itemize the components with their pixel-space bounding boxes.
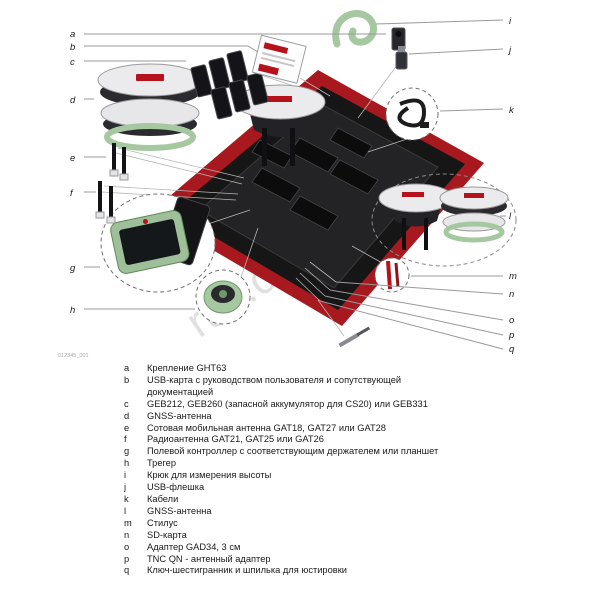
callout-a: a (70, 29, 76, 40)
legend-key: a (124, 363, 130, 373)
legend-text: Трегер (147, 458, 177, 469)
legend-row (124, 506, 524, 518)
legend-text: Крюк для измерения высоты (147, 470, 272, 481)
legend-key: q (124, 565, 130, 576)
field-controller (101, 194, 215, 292)
legend-key: l (124, 505, 127, 516)
legend-row (124, 411, 524, 423)
cables (386, 88, 438, 140)
callout-q: q (509, 344, 515, 355)
legend-row (124, 375, 524, 399)
legend-key: k (124, 493, 129, 504)
legend-text: SD-карта (147, 529, 187, 540)
legend-row (124, 482, 524, 494)
legend-row (124, 494, 524, 506)
radio-antennas (96, 181, 115, 223)
legend-key: j (124, 482, 127, 493)
callout-g: g (70, 263, 76, 274)
callout-c: c (70, 57, 75, 68)
legend-row (124, 542, 524, 554)
tribrach (196, 270, 250, 324)
legend-key: b (124, 374, 130, 385)
legend-row (124, 518, 524, 530)
legend-row (124, 399, 524, 411)
legend-text: GNSS-антенна (147, 410, 212, 421)
legend-key: d (124, 410, 130, 421)
height-hook (336, 14, 374, 44)
legend-key: g (124, 446, 130, 457)
legend-row (124, 363, 524, 375)
legend-key: f (124, 434, 127, 445)
legend-text: TNC QN - антенный адаптер (147, 553, 271, 564)
legend-text: Стилус (147, 517, 178, 528)
callout-j: j (509, 45, 512, 56)
legend-text: USB-флешка (147, 482, 205, 493)
legend-text: USB-карта с руководством пользователя и сопутствующей документацией (147, 374, 402, 397)
legend-row (124, 530, 524, 542)
callout-b: b (70, 42, 76, 53)
legend-key: c (124, 398, 129, 409)
legend-key: p (124, 553, 130, 564)
legend-text: Крепление GHT63 (147, 363, 227, 373)
legend-text: Радиоантенна GAT21, GAT25 или GAT26 (147, 434, 324, 445)
gnss-antenna-stack-left (98, 64, 202, 148)
hex-key-and-pin (338, 327, 370, 348)
legend-text: Полевой контроллер с соответствующим держателем или планшет (147, 446, 439, 457)
legend-text: Сотовая мобильная антенна GAT18, GAT27 или GAT28 (147, 422, 386, 433)
legend-text: Кабели (147, 493, 179, 504)
legend-text: Ключ-шестигранник и шпилька для юстировки (147, 565, 347, 576)
legend-row (124, 470, 524, 482)
callout-d: d (70, 95, 76, 106)
legend-row (124, 554, 524, 566)
legend-row (124, 458, 524, 470)
callout-m: m (509, 271, 517, 282)
callout-e: e (70, 153, 76, 164)
callout-o: o (509, 315, 515, 326)
callout-k: k (509, 105, 514, 116)
legend-key: i (124, 470, 127, 481)
figure-caption: 012345_001 (58, 353, 89, 359)
legend-text: Адаптер GAD34, 3 см (147, 541, 241, 552)
legend-key: h (124, 458, 130, 469)
legend-row (124, 423, 524, 435)
legend-key: e (124, 422, 130, 433)
legend-key: m (124, 517, 132, 528)
callout-n: n (509, 289, 515, 300)
legend (124, 363, 524, 577)
legend-row (124, 434, 524, 446)
callout-i: i (509, 16, 512, 27)
legend-key: o (124, 541, 130, 552)
callout-l: l (509, 211, 512, 222)
legend-key: n (124, 529, 130, 540)
legend-row (124, 565, 524, 577)
callout-f: f (70, 188, 73, 199)
callout-p: p (509, 330, 515, 341)
callout-h: h (70, 305, 76, 316)
legend-text: GEB212, GEB260 (запасной аккумулятор для CS20) или GEB331 (147, 398, 428, 409)
legend-row (124, 446, 524, 458)
legend-text: GNSS-антенна (147, 505, 212, 516)
